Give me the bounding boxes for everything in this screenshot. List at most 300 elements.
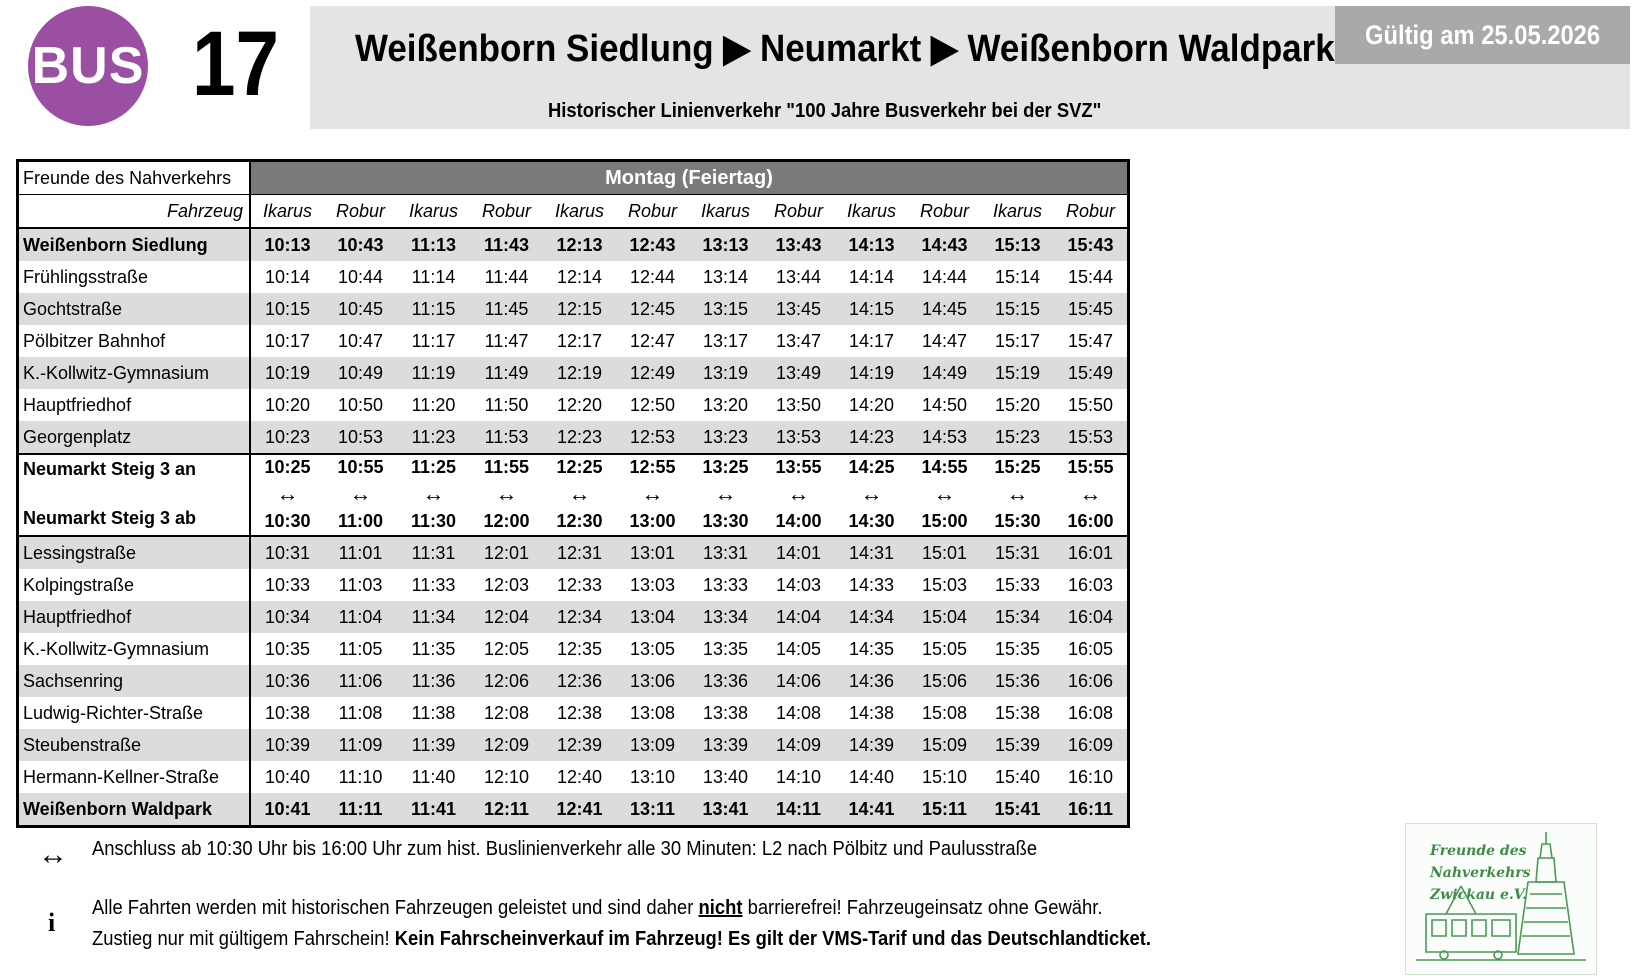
transfer-times	[762, 454, 835, 536]
day-header: Montag (Feiertag)	[250, 161, 1129, 195]
departure-time: 14:47	[921, 330, 968, 351]
departure-time: 12:38	[556, 702, 603, 723]
club-logo-text: Freunde des Nahverkehrs Zwickau e.V.	[1430, 843, 1531, 903]
departure-time: 12:08	[483, 702, 530, 723]
departure-time: 16:01	[1054, 536, 1129, 569]
departure-time: 13:20	[702, 394, 749, 415]
departure-time: 14:40	[848, 766, 895, 787]
departure-time: 14:08	[775, 702, 822, 723]
departure-time: 10:14	[264, 266, 311, 287]
stop-row	[18, 421, 1129, 454]
departure-time: 12:43	[616, 228, 689, 261]
departure-time: 11:19	[397, 357, 470, 389]
timetable	[16, 159, 1130, 828]
departure-time: 11:23	[397, 421, 470, 454]
departure-time: 13:31	[689, 536, 762, 569]
departure-time: 14:14	[848, 266, 895, 287]
departure-time: 13:35	[702, 638, 749, 659]
departure-time: 13:03	[629, 574, 676, 595]
transfer-arrow-icon: ↔	[787, 481, 810, 506]
departure-time: 12:34	[543, 601, 616, 633]
departure-time: 14:05	[775, 638, 822, 659]
stop-name: Hauptfriedhof	[18, 389, 251, 421]
departure-time: 14:39	[835, 729, 908, 761]
departure-time: 15:10	[921, 766, 968, 787]
departure-time: 13:40	[702, 766, 749, 787]
departure-time: 15:06	[908, 665, 981, 697]
departure-time: 13:33	[702, 574, 749, 595]
arrival-time: 14:25	[848, 457, 895, 477]
departure-time: 10:40	[264, 766, 311, 787]
stop-name: K.-Kollwitz-Gymnasium	[18, 633, 251, 665]
stop-row	[18, 389, 1129, 421]
departure-time: 12:05	[483, 638, 530, 659]
transfer-arrow-icon: ↔	[714, 481, 737, 506]
departure-time: 11:39	[397, 729, 470, 761]
departure-time: 14:03	[775, 574, 822, 595]
departure-time: 12:06	[470, 665, 543, 697]
departure-time: 14:19	[835, 357, 908, 389]
stop-row	[18, 761, 1129, 793]
club-logo	[1405, 823, 1597, 975]
departure-time: 13:41	[689, 793, 762, 827]
transfer-arrow-icon: ↔	[422, 481, 445, 506]
departure-time: 15:00	[921, 511, 968, 531]
transfer-times	[1054, 454, 1129, 536]
day-header-row	[18, 161, 1129, 195]
departure-time: 11:47	[484, 330, 529, 351]
departure-time: 10:35	[264, 638, 311, 659]
stop-row	[18, 293, 1129, 325]
departure-time: 13:17	[702, 330, 749, 351]
departure-time: 14:34	[835, 601, 908, 633]
departure-time: 15:38	[994, 702, 1041, 723]
departure-time: 15:09	[908, 729, 981, 761]
departure-time: 12:35	[556, 638, 603, 659]
transfer-times	[250, 454, 324, 536]
departure-time: 16:05	[1067, 638, 1114, 659]
departure-time: 12:15	[543, 293, 616, 325]
departure-time: 13:34	[689, 601, 762, 633]
departure-time: 10:49	[324, 357, 397, 389]
departure-time: 13:47	[775, 330, 822, 351]
departure-time: 13:00	[629, 511, 676, 531]
stop-row	[18, 228, 1129, 261]
departure-time: 12:20	[556, 394, 603, 415]
departure-time: 13:23	[689, 421, 762, 454]
departure-time: 13:09	[616, 729, 689, 761]
departure-time: 12:03	[483, 574, 530, 595]
departure-time: 10:13	[250, 228, 324, 261]
departure-time: 11:11	[324, 793, 397, 827]
departure-time: 16:00	[1067, 511, 1114, 531]
departure-time: 11:06	[324, 665, 397, 697]
transfer-arrow-icon: ↔	[276, 481, 299, 506]
departure-time: 13:06	[616, 665, 689, 697]
departure-time: 14:09	[762, 729, 835, 761]
departure-time: 16:10	[1067, 766, 1114, 787]
departure-time: 11:33	[411, 574, 456, 595]
departure-time: 14:00	[775, 511, 822, 531]
departure-time: 14:13	[835, 228, 908, 261]
stop-name: Hauptfriedhof	[18, 601, 251, 633]
departure-time: 11:14	[411, 266, 456, 287]
departure-time: 11:01	[324, 536, 397, 569]
departure-time: 14:44	[921, 266, 968, 287]
vehicle-type: Robur	[762, 195, 835, 229]
departure-time: 11:30	[410, 511, 457, 531]
departure-time: 11:49	[470, 357, 543, 389]
departure-time: 13:49	[762, 357, 835, 389]
departure-time: 15:17	[994, 330, 1041, 351]
departure-time: 12:40	[556, 766, 603, 787]
departure-time: 13:08	[629, 702, 676, 723]
operator-label: Freunde des Nahverkehrs	[18, 161, 251, 195]
vehicle-type: Ikarus	[250, 195, 324, 229]
departure-time: 15:19	[981, 357, 1054, 389]
departure-time: 12:50	[629, 394, 676, 415]
departure-time: 15:50	[1067, 394, 1114, 415]
departure-time: 13:30	[702, 511, 749, 531]
departure-time: 11:17	[411, 330, 456, 351]
departure-time: 10:31	[250, 536, 324, 569]
stop-name: Georgenplatz	[18, 421, 251, 454]
departure-time: 11:34	[397, 601, 470, 633]
transfer-times	[397, 454, 470, 536]
departure-time: 10:41	[250, 793, 324, 827]
stop-name: Frühlingsstraße	[18, 261, 251, 293]
departure-time: 12:11	[470, 793, 543, 827]
departure-time: 15:53	[1054, 421, 1129, 454]
departure-time: 10:36	[250, 665, 324, 697]
departure-time: 11:00	[337, 511, 384, 531]
departure-time: 11:04	[324, 601, 397, 633]
transfer-arrow-icon: ↔	[495, 481, 518, 506]
departure-time: 15:11	[908, 793, 981, 827]
departure-time: 15:13	[981, 228, 1054, 261]
stop-name: K.-Kollwitz-Gymnasium	[18, 357, 251, 389]
departure-time: 10:47	[337, 330, 384, 351]
arrival-time: 13:25	[702, 457, 749, 477]
departure-time: 11:31	[397, 536, 470, 569]
departure-time: 15:01	[908, 536, 981, 569]
transfer-row	[18, 454, 1129, 536]
departure-time: 10:23	[250, 421, 324, 454]
departure-time: 14:53	[908, 421, 981, 454]
departure-time: 13:45	[762, 293, 835, 325]
departure-time: 14:35	[848, 638, 895, 659]
transfer-arrow-icon: ↔	[933, 481, 956, 506]
departure-time: 11:41	[397, 793, 470, 827]
vehicle-type: Robur	[470, 195, 543, 229]
transfer-stop	[18, 454, 251, 536]
stop-row	[18, 729, 1129, 761]
line-number: 17	[192, 13, 279, 115]
arrival-time: 14:55	[921, 457, 968, 477]
departure-time: 14:06	[762, 665, 835, 697]
vehicle-type: Ikarus	[397, 195, 470, 229]
departure-time: 12:47	[629, 330, 676, 351]
departure-time: 10:44	[337, 266, 384, 287]
departure-time: 14:11	[762, 793, 835, 827]
departure-time: 11:35	[411, 638, 456, 659]
departure-time: 11:40	[411, 766, 456, 787]
arrival-stop-name: Neumarkt Steig 3 an	[23, 459, 197, 479]
transfer-times	[470, 454, 543, 536]
info-icon: i	[48, 908, 56, 937]
departure-time: 15:08	[921, 702, 968, 723]
departure-time: 13:14	[702, 266, 749, 287]
transfer-arrow-icon: ↔	[1079, 481, 1102, 506]
departure-time: 16:09	[1054, 729, 1129, 761]
departure-time: 14:04	[762, 601, 835, 633]
departure-time: 14:36	[835, 665, 908, 697]
vehicle-type: Ikarus	[543, 195, 616, 229]
departure-time: 15:04	[908, 601, 981, 633]
transfer-times	[543, 454, 616, 536]
departure-time: 13:50	[775, 394, 822, 415]
church-tram-icon	[1406, 824, 1596, 974]
departure-time: 12:45	[616, 293, 689, 325]
departure-time: 12:00	[483, 511, 530, 531]
arrival-time: 12:55	[629, 457, 676, 477]
departure-time: 15:44	[1067, 266, 1114, 287]
departure-time: 14:45	[908, 293, 981, 325]
departure-time: 12:36	[543, 665, 616, 697]
departure-time: 13:38	[702, 702, 749, 723]
route-title: Weißenborn Siedlung ▶ Neumarkt ▶ Weißenborn Waldpark	[355, 28, 1335, 70]
departure-time: 12:41	[543, 793, 616, 827]
departure-time: 10:50	[337, 394, 384, 415]
departure-stop-name: Neumarkt Steig 3 ab	[23, 508, 197, 528]
vehicle-type: Robur	[1054, 195, 1129, 229]
departure-time: 13:19	[689, 357, 762, 389]
departure-time: 15:14	[994, 266, 1041, 287]
vehicle-type: Ikarus	[689, 195, 762, 229]
stop-name: Lessingstraße	[18, 536, 251, 569]
arrival-time: 11:55	[483, 457, 530, 477]
departure-time: 14:33	[848, 574, 895, 595]
departure-time: 15:30	[994, 511, 1041, 531]
departure-time: 15:03	[921, 574, 968, 595]
vehicle-type: Robur	[908, 195, 981, 229]
stop-name: Pölbitzer Bahnhof	[18, 325, 251, 357]
stop-name: Weißenborn Siedlung	[18, 228, 251, 261]
departure-time: 11:50	[484, 394, 529, 415]
departure-time: 14:38	[848, 702, 895, 723]
stop-name: Gochtstraße	[18, 293, 251, 325]
departure-time: 13:05	[629, 638, 676, 659]
route-subtitle: Historischer Linienverkehr "100 Jahre Busverkehr bei der SVZ"	[548, 100, 1102, 122]
departure-time: 12:33	[556, 574, 603, 595]
departure-time: 10:17	[264, 330, 311, 351]
departure-time: 16:03	[1067, 574, 1114, 595]
departure-time: 10:38	[264, 702, 311, 723]
departure-time: 14:17	[848, 330, 895, 351]
departure-time: 15:15	[981, 293, 1054, 325]
stop-name: Weißenborn Waldpark	[18, 793, 251, 827]
transfer-arrow-icon: ↔	[349, 481, 372, 506]
connection-note: Anschluss ab 10:30 Uhr bis 16:00 Uhr zum hist. Buslinienverkehr alle 30 Minuten: L2 nach Pölbitz und Paulusstraße	[92, 838, 1038, 860]
departure-time: 12:17	[556, 330, 603, 351]
ticket-note: Zustieg nur mit gültigem Fahrschein! Kein Fahrscheinverkauf im Fahrzeug! Es gilt der VMS-Tarif und das Deutschlandticket.	[92, 928, 1151, 950]
departure-time: 10:30	[264, 511, 311, 531]
departure-time: 11:09	[324, 729, 397, 761]
departure-time: 12:23	[543, 421, 616, 454]
stop-row	[18, 357, 1129, 389]
departure-time: 12:14	[556, 266, 603, 287]
departure-time: 15:05	[921, 638, 968, 659]
stop-name: Steubenstraße	[18, 729, 251, 761]
departure-time: 13:43	[762, 228, 835, 261]
stop-name: Hermann-Kellner-Straße	[18, 761, 251, 793]
departure-time: 10:53	[324, 421, 397, 454]
departure-time: 11:08	[338, 702, 383, 723]
transfer-arrow-icon: ↔	[38, 838, 68, 871]
departure-time: 11:10	[338, 766, 383, 787]
departure-time: 15:31	[981, 536, 1054, 569]
departure-time: 14:49	[908, 357, 981, 389]
departure-time: 11:03	[338, 574, 383, 595]
departure-time: 14:01	[762, 536, 835, 569]
departure-time: 14:20	[848, 394, 895, 415]
departure-time: 15:23	[981, 421, 1054, 454]
departure-time: 16:06	[1054, 665, 1129, 697]
departure-time: 11:13	[397, 228, 470, 261]
stop-row	[18, 601, 1129, 633]
validity-badge	[1335, 6, 1630, 64]
validity-text: Gültig am 25.05.2026	[1364, 19, 1601, 50]
departure-time: 11:05	[338, 638, 383, 659]
transfer-arrow-icon: ↔	[1006, 481, 1029, 506]
departure-time: 14:15	[835, 293, 908, 325]
departure-time: 10:33	[264, 574, 311, 595]
departure-time: 15:47	[1067, 330, 1114, 351]
arrival-time: 11:25	[410, 457, 457, 477]
departure-time: 15:43	[1054, 228, 1129, 261]
stop-row	[18, 697, 1129, 729]
departure-time: 11:43	[470, 228, 543, 261]
departure-time: 13:44	[775, 266, 822, 287]
stop-name: Kolpingstraße	[18, 569, 251, 601]
transfer-times	[835, 454, 908, 536]
departure-time: 14:41	[835, 793, 908, 827]
bus-logo	[28, 6, 148, 126]
vehicle-type: Robur	[324, 195, 397, 229]
stop-row	[18, 569, 1129, 601]
arrival-time: 15:55	[1067, 457, 1114, 477]
departure-time: 12:53	[616, 421, 689, 454]
departure-time: 11:38	[411, 702, 456, 723]
departure-time: 15:49	[1054, 357, 1129, 389]
departure-time: 14:31	[835, 536, 908, 569]
departure-time: 12:19	[543, 357, 616, 389]
departure-time: 12:13	[543, 228, 616, 261]
transfer-arrow-icon: ↔	[860, 481, 883, 506]
departure-time: 15:36	[981, 665, 1054, 697]
stop-row	[18, 793, 1129, 827]
departure-time: 14:10	[775, 766, 822, 787]
departure-time: 12:49	[616, 357, 689, 389]
departure-time: 12:31	[543, 536, 616, 569]
departure-time: 16:08	[1067, 702, 1114, 723]
departure-time: 10:15	[250, 293, 324, 325]
vehicle-row	[18, 195, 1129, 229]
stop-name: Ludwig-Richter-Straße	[18, 697, 251, 729]
transfer-times	[616, 454, 689, 536]
departure-time: 11:20	[411, 394, 456, 415]
departure-time: 15:41	[981, 793, 1054, 827]
stop-row	[18, 665, 1129, 697]
vehicle-type: Robur	[616, 195, 689, 229]
departure-time: 11:44	[484, 266, 529, 287]
departure-time: 11:36	[397, 665, 470, 697]
departure-time: 12:39	[543, 729, 616, 761]
transfer-times	[689, 454, 762, 536]
stop-row	[18, 261, 1129, 293]
departure-time: 15:39	[981, 729, 1054, 761]
departure-time: 13:39	[689, 729, 762, 761]
stop-row	[18, 536, 1129, 569]
departure-time: 12:09	[470, 729, 543, 761]
vehicle-type: Ikarus	[981, 195, 1054, 229]
departure-time: 16:11	[1054, 793, 1129, 827]
vehicle-type: Ikarus	[835, 195, 908, 229]
departure-time: 13:04	[616, 601, 689, 633]
departure-time: 15:40	[994, 766, 1041, 787]
departure-time: 10:39	[250, 729, 324, 761]
departure-time: 11:53	[470, 421, 543, 454]
departure-time: 12:01	[470, 536, 543, 569]
departure-time: 13:15	[689, 293, 762, 325]
departure-time: 13:10	[629, 766, 676, 787]
vehicle-label: Fahrzeug	[18, 195, 251, 229]
arrival-time: 13:55	[775, 457, 822, 477]
departure-time: 11:45	[470, 293, 543, 325]
departure-time: 14:30	[848, 511, 895, 531]
departure-time: 12:44	[629, 266, 676, 287]
departure-time: 13:11	[616, 793, 689, 827]
departure-time: 13:13	[689, 228, 762, 261]
departure-time: 13:36	[689, 665, 762, 697]
arrival-time: 10:25	[264, 457, 311, 477]
departure-time: 15:20	[994, 394, 1041, 415]
departure-time: 15:35	[994, 638, 1041, 659]
departure-time: 16:04	[1054, 601, 1129, 633]
departure-time: 15:34	[981, 601, 1054, 633]
departure-time: 15:45	[1054, 293, 1129, 325]
transfer-times	[908, 454, 981, 536]
departure-time: 10:45	[324, 293, 397, 325]
arrival-time: 10:55	[337, 457, 384, 477]
departure-time: 10:20	[264, 394, 311, 415]
departure-time: 12:10	[483, 766, 530, 787]
departure-time: 13:01	[616, 536, 689, 569]
departure-time: 13:53	[762, 421, 835, 454]
departure-time: 10:19	[250, 357, 324, 389]
departure-time: 15:33	[994, 574, 1041, 595]
departure-time: 11:15	[397, 293, 470, 325]
departure-time: 14:43	[908, 228, 981, 261]
bus-logo-text: BUS	[31, 37, 145, 95]
transfer-arrow-icon: ↔	[641, 481, 664, 506]
transfer-times	[981, 454, 1054, 536]
departure-time: 12:30	[556, 511, 603, 531]
departure-time: 14:50	[921, 394, 968, 415]
stop-row	[18, 325, 1129, 357]
transfer-arrow-icon: ↔	[568, 481, 591, 506]
departure-time: 14:23	[835, 421, 908, 454]
